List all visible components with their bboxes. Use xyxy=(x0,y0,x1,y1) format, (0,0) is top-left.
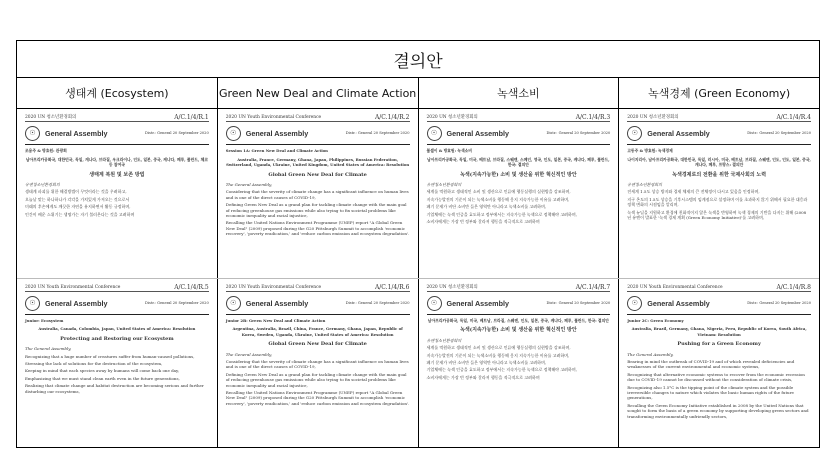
doc-page xyxy=(25,285,209,394)
resolution-document xyxy=(419,109,620,278)
doc-paragraph: 폐기 문제가 비단 소비만 들은 영역만 아니라고 녹색소비를 고려하며, xyxy=(426,359,547,365)
doc-page xyxy=(427,115,611,224)
doc-paragraph: Recalling the Green Economy Initiative established in 2008 by the United Nations that sought to form the basis of a green economy by supporting developing green sectors and transforming environmentally unfriendly sectors, xyxy=(627,402,809,419)
table-row xyxy=(17,109,819,279)
doc-paragraph: Defining Green New Deal as a grand plan for tackling climate change with the main goal of reducing greenhouse gas emissions while also trying to fix societal problems like economic inequality and racial injustice, xyxy=(225,202,407,219)
resolution-title: 녹색(지속가능한) 소비 및 생산을 위한 혁신적인 방안 xyxy=(460,327,577,334)
resolution-document xyxy=(218,279,419,448)
doc-paragraph: Defining Green New Deal as a grand plan for tackling climate change with the main goal of reducing greenhouse gas emissions while also trying to fix societal problems like economic inequality and racial injustice, xyxy=(225,371,407,388)
doc-code: A/C.1/4/R.3 xyxy=(575,114,611,121)
session-label: 볼셀이 & 방효원: 녹색소비 xyxy=(426,148,472,154)
sponsor-list: Australia, Brazil, Germany, Ghana, Nigeria, Peru, Republic of Korea, South Africa, Vietnam: Resolution xyxy=(631,326,807,337)
general-assembly-title: General Assembly xyxy=(45,298,108,308)
sponsor-list: 남아프리카공화국, 대한민국, 독일, 캐나다, 브라질, 우크라이나, 인도, 일본, 중국, 케냐다, 페루, 폴란드, 체코 등 참여국 xyxy=(25,156,208,168)
conference-name: 2020 UN 청소년환경회의 xyxy=(426,284,478,290)
doc-paragraph: 폐기 문제가 비단 소비만 들은 영역만 아니라고 녹색소비를 고려하며, xyxy=(426,204,547,210)
doc-code: A/C.1/4/R.8 xyxy=(776,283,811,291)
conference-name: 2020 UN Youth Environmental Conference xyxy=(225,115,322,120)
doc-page xyxy=(226,115,410,237)
doc-page xyxy=(226,285,410,407)
un-emblem-icon: ☉ xyxy=(627,126,642,141)
doc-paragraph: Recognizing that alternative economic systems to recover from the economic recession due to COVID-19 cannot be discussed without the consideration of climate crisis, xyxy=(627,371,805,383)
session-label: Junior: Ecosystem xyxy=(25,317,64,323)
conference-name: 2020 UN 청소년환경회의 xyxy=(426,115,478,120)
doc-code: A/C.1/4/R.4 xyxy=(776,114,811,121)
resolution-document xyxy=(17,109,218,278)
doc-paragraph: 세계를 먹원하고 생태적인 소비 및 생산으로 인류에 행동실행의 실현방을 강조하며, xyxy=(426,345,571,351)
doc-paragraph: 전세계 1.5도 상승 방지와 경제 체제의 큰 전체정이 다시고 있음을 인정하며, xyxy=(627,189,760,195)
doc-paragraph: Bearing in mind the outbreak of COVID-19 and of which revealed deficiencies and weaknesses of the current environmental and economic systems, xyxy=(627,358,795,370)
doc-code: A/C.1/4/R.2 xyxy=(374,114,410,121)
doc-paragraph: Recalling the United Nations Environment Programme (UNEP) report "A Global Green New Deal" (2009) proposed during the G20 Pittsburgh Summit to accomplish 'economic recovery', 'poverty eradication,' and 'reduce carbon emission and ecosystem degradation'. xyxy=(225,220,410,237)
resolution-title: Global Green New Deal for Climate xyxy=(268,171,367,178)
resolution-title: Pushing for a Green Economy xyxy=(677,341,761,348)
general-assembly-title: General Assembly xyxy=(647,129,710,139)
doc-page xyxy=(25,115,209,217)
conference-name: 2020 UN Youth Environmental Conference xyxy=(627,284,723,290)
general-assembly-bar xyxy=(427,126,611,145)
doc-page xyxy=(627,115,811,220)
doc-code: A/C.1/4/R.6 xyxy=(374,283,410,291)
doc-paragraph: The General Assembly, xyxy=(25,346,72,352)
general-assembly-bar xyxy=(627,296,811,315)
doc-paragraph: 소비자에게는 가장 빈 정부와 갈라져 행동을 적극적으로 고려하며 xyxy=(426,219,540,225)
doc-code: A/C.1/4/R.1 xyxy=(174,114,209,121)
header-ecosystem: 생태계 (Ecosystem) xyxy=(17,78,218,108)
doc-code: A/C.1/4/R.5 xyxy=(174,283,209,291)
resolution-title: 생태계 복원 및 보존 방법 xyxy=(89,171,145,178)
distribution-note: Distr.: General 20 September 2020 xyxy=(345,131,410,136)
resolution-document xyxy=(619,279,819,448)
general-assembly-title: General Assembly xyxy=(446,298,509,308)
doc-paragraph: 유엔청소년환경회의 xyxy=(426,337,462,343)
doc-paragraph: Realizing that climate change and habitat destruction are becoming serious and further disturbing our ecosystems, xyxy=(25,383,204,394)
distribution-note: Distr.: General 20 September 2020 xyxy=(546,300,611,305)
resolution-document xyxy=(419,279,620,448)
doc-paragraph: 녹색 뉴딜을 지원하고 환경에 친화적이지 않은 녹색을 반영하여 녹색 경제의 기반을 다지는 위해 (2008 년 유엔이 발표한 '녹색 경제 계획 (Green Economy Initiative)'를 고려하며, xyxy=(627,209,807,221)
general-assembly-title: General Assembly xyxy=(647,298,710,308)
column-headers xyxy=(17,78,819,109)
general-assembly-bar xyxy=(226,126,410,145)
doc-paragraph: 지속가능발전의 기준이 되는 녹색소비를 행동해 옹지 지속가능한 이유를 고려하며, xyxy=(426,352,570,358)
doc-code: A/C.1/4/R.7 xyxy=(575,283,611,291)
doc-page xyxy=(627,285,811,420)
conference-name: 2020 UN 청소년환경회의 xyxy=(25,115,77,120)
distribution-note: Distr.: General 20 September 2020 xyxy=(145,131,209,136)
distribution-note: Distr.: General 20 September 2020 xyxy=(345,300,410,305)
general-assembly-title: General Assembly xyxy=(245,129,309,139)
general-assembly-title: General Assembly xyxy=(45,129,108,139)
sponsor-list: 남아프리카공화국, 독일, 미국, 베트남, 브라질, 스웨덴, 스페인, 영국, 인도, 일본, 중국, 케냐다, 페루, 폴란드, 한국: 결의안 xyxy=(427,156,610,168)
resolution-document xyxy=(218,109,419,278)
header-green-new-deal: Green New Deal and Climate Action xyxy=(218,78,419,108)
doc-header xyxy=(226,285,410,292)
header-green-consumption: 녹색소비 xyxy=(419,78,620,108)
doc-header xyxy=(627,115,811,122)
resolution-document xyxy=(17,279,218,448)
table-row xyxy=(17,279,819,448)
doc-header xyxy=(25,115,209,122)
sponsor-list: Australia, Canada, Colombia, Japan, United States of America: Resolution xyxy=(38,326,196,332)
doc-paragraph: Keeping in mind that each species away by humans will come back one day, xyxy=(25,368,180,374)
doc-paragraph: 유엔청소년환경회의 xyxy=(627,182,663,188)
distribution-note: Distr.: General 20 September 2020 xyxy=(747,131,811,136)
doc-paragraph: The General Assembly, xyxy=(225,351,272,357)
resolution-document xyxy=(619,109,819,278)
un-emblem-icon: ☉ xyxy=(25,296,40,311)
conference-name: 2020 UN 청소년환경회의 xyxy=(627,115,679,120)
doc-paragraph: 미래의 후손에게도 깨끗한 자연을 유지하면서 활동 규정하며, xyxy=(25,204,131,210)
distribution-note: Distr.: General 20 September 2020 xyxy=(747,300,811,305)
table-title: 결의안 xyxy=(17,41,819,78)
doc-paragraph: 기업체에는 녹색 인증을 효도하고 정부에서는 지속가능한 녹색으로 정책해야 고려하며, xyxy=(426,211,578,217)
doc-paragraph: Recalling the United Nations Environment Programme (UNEP) report "A Global Green New Deal" (2009) proposed during the G20 Pittsburgh Summit to accomplish 'economic recovery', 'poverty eradication,' and 'reduce carbon emission and ecosystem degradation'. xyxy=(225,389,410,406)
doc-paragraph: 지구 온도의 1.5도 상승을 기후시스템의 임계점으로 설정하며 이를 초과하지 않기 위해서 필요한 대응과 정책 변화의 시점임을 알리며, xyxy=(627,196,808,208)
general-assembly-bar xyxy=(427,296,611,315)
doc-paragraph: 세계를 먹원하고 생태적인 소비 및 생산으로 인류에 행동실행의 실현방을 강조하며, xyxy=(426,189,571,195)
resolution-title: Global Green New Deal for Climate xyxy=(268,341,367,348)
doc-paragraph: Stressing the lack of solutions for the destruction of the ecosystem, xyxy=(25,360,163,366)
general-assembly-bar xyxy=(25,126,209,145)
resolution-table xyxy=(16,40,820,448)
doc-paragraph: The General Assembly, xyxy=(627,351,674,357)
un-emblem-icon: ☉ xyxy=(627,296,642,311)
general-assembly-bar xyxy=(627,126,811,145)
doc-paragraph: 소비자에게는 가장 빈 정부와 갈라져 행동을 적극적으로 고려하며 xyxy=(426,374,540,380)
doc-paragraph: 인간이 배운 스위기는 생명가는 자기 불러온다는 것을 고려하며 xyxy=(25,211,135,217)
resolution-title: 녹색경제로의 전환을 위한 국제사회의 노력 xyxy=(672,171,767,178)
doc-paragraph: 기업체에는 녹색 인증을 효도하고 정부에서는 지속가능한 녹색으로 정책해야 고려하며, xyxy=(426,367,578,373)
sponsor-list: 나이지리아, 남아프리카공화국, 대한민국, 독일, 러시아, 미국, 베트남, 브라질, 스웨덴, 인도, 인도, 일본, 중국, 캐나다, 페루, 프랑스: 결의안 xyxy=(627,156,811,168)
doc-header xyxy=(427,115,611,122)
general-assembly-title: General Assembly xyxy=(446,129,509,139)
general-assembly-title: General Assembly xyxy=(245,298,309,308)
doc-paragraph: Considering that the severity of climate change has a significant influence on human lives and is one of the direct causes of COVID-19, xyxy=(225,189,409,200)
doc-page xyxy=(427,285,611,381)
general-assembly-bar xyxy=(226,296,410,315)
doc-paragraph: 오늘날 맞는 하나하나가 각각을 가치있게 가져오는 것으로서 xyxy=(25,196,130,202)
un-emblem-icon: ☉ xyxy=(427,126,442,141)
session-label: Junior 2B: Green New Deal and Climate Action xyxy=(225,317,326,323)
doc-header xyxy=(226,115,410,122)
session-label: 조용주 & 방효원: 관광회 xyxy=(25,148,67,154)
un-emblem-icon: ☉ xyxy=(226,126,241,141)
doc-paragraph: 생태계 파괴를 위한 해결방법이 무엇이라는 것을 우려하고, xyxy=(25,189,127,195)
doc-paragraph: Recognizing that a huge number of creatures suffer from human-caused pollutions, xyxy=(25,353,195,359)
general-assembly-bar xyxy=(25,296,209,315)
session-label: 고동주 & 방효원: 녹색경제 xyxy=(627,148,673,154)
distribution-note: Distr.: General 20 September 2020 xyxy=(145,300,209,305)
distribution-note: Distr.: General 20 September 2020 xyxy=(546,131,611,136)
doc-header xyxy=(627,285,811,292)
doc-paragraph: Emphasizing that we must stand clean earth even in the future generations, xyxy=(25,375,180,381)
sponsor-list: Australia, France, Germany, Ghana, Japan, Philippines, Russian Federation, Switzerland, Uganda, Ukraine, United Kingdom, United States of America: Resolution xyxy=(226,156,410,168)
sponsor-list: 남아프리카공화국, 독일, 미국, 베트남, 브라질, 스웨덴, 인도, 일본, 중국, 케냐다, 페루, 폴란드, 한국: 결의안 xyxy=(427,317,609,323)
sponsor-list: Argentina, Australia, Brazil, China, France, Germany, Ghana, Japan, Republic of Korea, Sweden, Uganda, Ukraine, United States of America: Resolution xyxy=(232,326,403,337)
doc-paragraph: 유엔청소년환경회의 xyxy=(25,182,60,188)
resolution-title: Protecting and Restoring our Ecosystem xyxy=(60,335,174,342)
doc-paragraph: 유엔청소년환경회의 xyxy=(426,182,462,188)
conference-name: 2020 UN Youth Environmental Conference xyxy=(225,284,322,290)
doc-paragraph: Considering that the severity of climate change has a significant influence on human lives and is one of the direct causes of COVID-19, xyxy=(225,358,409,370)
un-emblem-icon: ☉ xyxy=(427,296,442,311)
doc-header xyxy=(25,285,209,292)
session-label: Junior 2C: Green Economy xyxy=(627,317,684,323)
doc-paragraph: 지속가능발전의 기준이 되는 녹색소비를 행동해 옹지 지속가능한 이유를 고려하며, xyxy=(426,196,570,202)
session-label: Session 1A: Green New Deal and Climate Action xyxy=(225,148,328,154)
resolution-title: 녹색(지속가능한) 소비 및 생산을 위한 혁신적인 방안 xyxy=(460,171,577,178)
header-green-economy: 녹색경제 (Green Economy) xyxy=(648,87,791,100)
un-emblem-icon: ☉ xyxy=(226,296,241,311)
doc-paragraph: Recognizing also 1.5°C is the tipping point of the climate system and the possible irreversible changes to nature which violates the basic human rights of the future generations, xyxy=(627,384,794,401)
conference-name: 2020 UN Youth Environmental Conference xyxy=(25,284,121,290)
un-emblem-icon: ☉ xyxy=(25,126,40,141)
doc-header xyxy=(427,285,611,292)
doc-paragraph: The General Assembly, xyxy=(225,182,272,188)
documents-grid xyxy=(17,109,819,447)
